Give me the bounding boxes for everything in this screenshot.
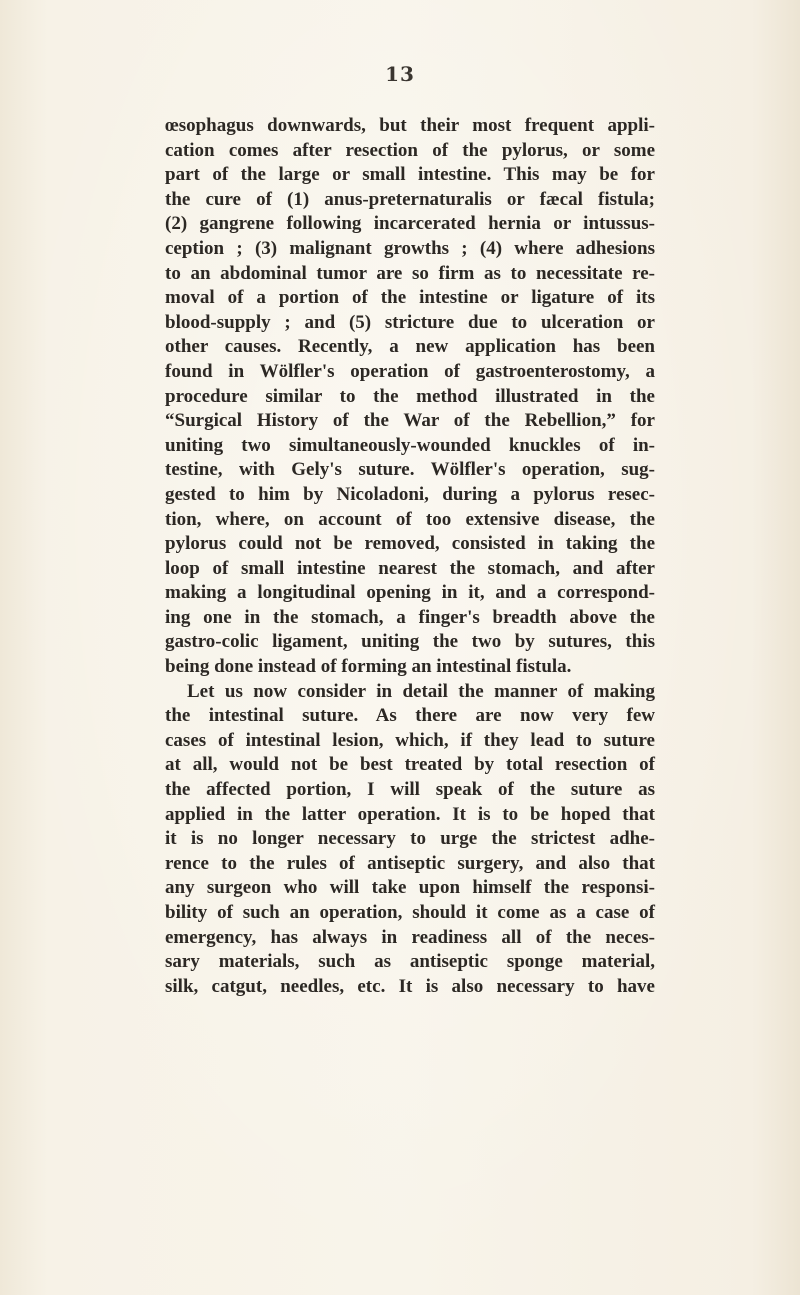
text-line: emergency, has always in readiness all of the neces- xyxy=(165,926,655,948)
text-line: Let us now consider in detail the manner of making xyxy=(187,680,655,702)
text-line: blood-supply ; and (5) stricture due to ulceration or xyxy=(165,311,655,333)
text-line: the affected portion, I will speak of the suture as xyxy=(165,779,655,801)
text-line: the cure of (1) anus-preternaturalis or fæcal fistula; xyxy=(165,188,655,210)
text-line: gastro-colic ligament, uniting the two by sutures, this xyxy=(165,631,655,653)
text-line: moval of a portion of the intestine or ligature of its xyxy=(165,287,655,309)
text-line: bility of such an operation, should it come as a case of xyxy=(165,902,655,923)
text-line: the intestinal suture. As there are now very few xyxy=(165,705,655,727)
text-line: at all, would not be best treated by total resection of xyxy=(165,754,655,776)
text-line: rence to the rules of antiseptic surgery, and also that xyxy=(165,852,655,874)
text-line: making a longitudinal opening in it, and a correspond- xyxy=(165,582,655,604)
text-line: loop of small intestine nearest the stomach, and after xyxy=(165,557,655,579)
body-text xyxy=(165,114,655,999)
text-line: “Surgical History of the War of the Rebellion,” for xyxy=(165,410,655,432)
text-line: tion, where, on account of too extensive disease, the xyxy=(165,508,655,530)
text-line: sary materials, such as antiseptic sponge material, xyxy=(165,951,655,973)
text-line: cation comes after resection of the pylorus, or some xyxy=(165,139,655,161)
text-line: procedure similar to the method illustrated in the xyxy=(165,385,655,407)
text-line: other causes. Recently, a new application has been xyxy=(165,336,655,358)
page-number: 13 xyxy=(385,62,415,86)
text-line: gested to him by Nicoladoni, during a pylorus resec- xyxy=(165,483,655,505)
text-line: applied in the latter operation. It is to be hoped that xyxy=(165,803,655,825)
text-line: (2) gangrene following incarcerated hernia or intussus- xyxy=(165,213,655,235)
text-line: to an abdominal tumor are so firm as to necessitate re- xyxy=(165,262,655,284)
text-line: œsophagus downwards, but their most frequent appli- xyxy=(165,115,655,136)
text-line: pylorus could not be removed, consisted in taking the xyxy=(165,533,655,555)
text-line: found in Wölfler's operation of gastroenterostomy, a xyxy=(165,360,655,382)
text-line: being done instead of forming an intestinal fistula. xyxy=(165,656,572,678)
text-line: part of the large or small intestine. This may be for xyxy=(165,164,655,186)
text-line: ception ; (3) malignant growths ; (4) where adhesions xyxy=(165,237,655,259)
text-line: cases of intestinal lesion, which, if they lead to suture xyxy=(165,729,655,751)
text-line: ing one in the stomach, a finger's breadth above the xyxy=(165,606,655,628)
text-line: testine, with Gely's suture. Wölfler's operation, sug- xyxy=(165,459,655,481)
text-line: it is no longer necessary to urge the strictest adhe- xyxy=(165,828,655,850)
text-line: uniting two simultaneously-wounded knuckles of in- xyxy=(165,434,655,456)
text-line: silk, catgut, needles, etc. It is also necessary to have xyxy=(165,975,655,997)
text-line: any surgeon who will take upon himself the responsi- xyxy=(165,877,655,899)
